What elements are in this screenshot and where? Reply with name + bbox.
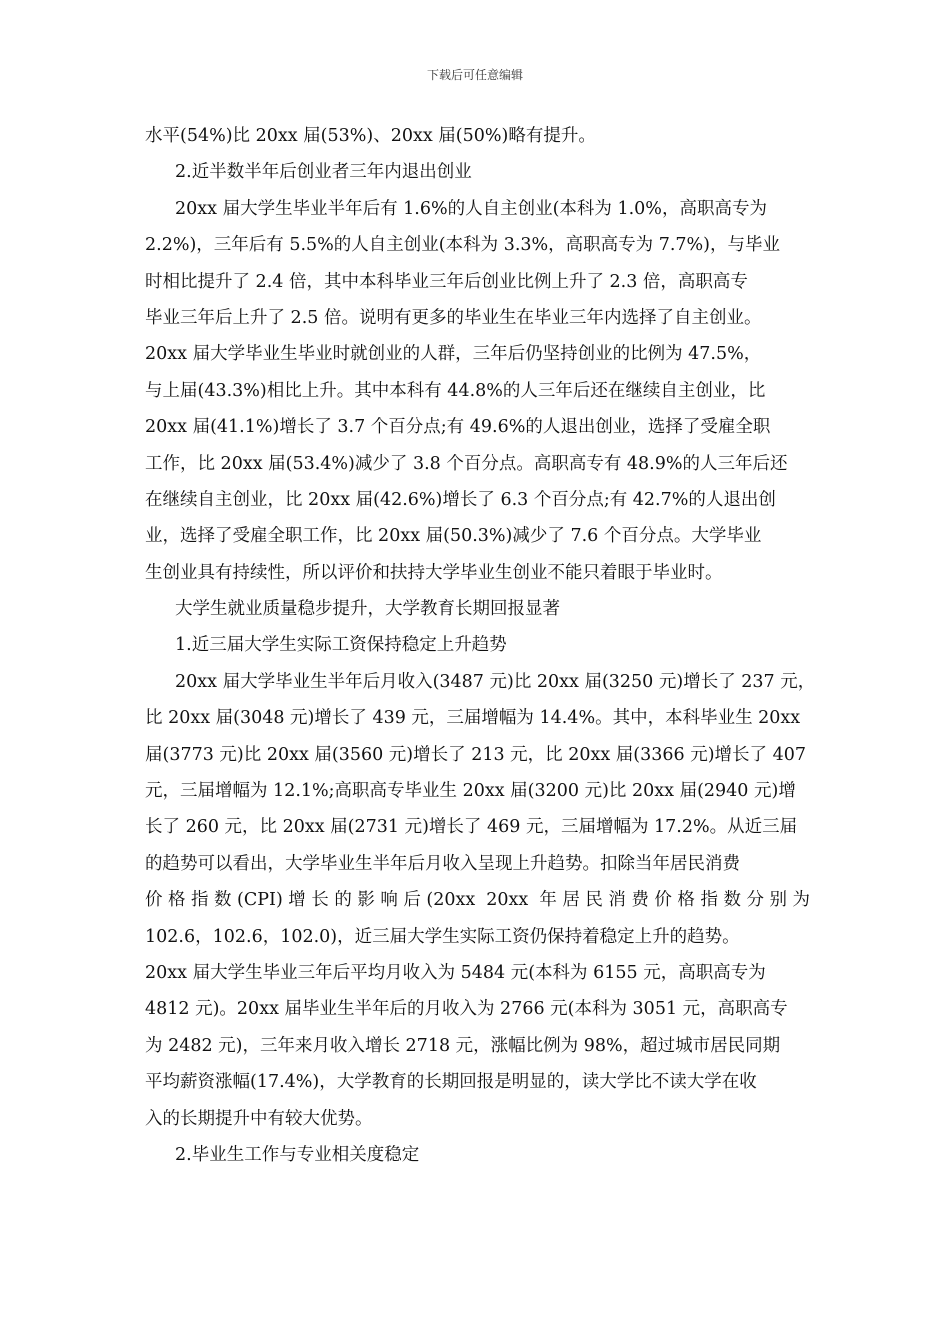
- text-line: 在继续自主创业，比 20xx 届(42.6%)增长了 6.3 个百分点;有 42.7%的人退出创: [145, 489, 776, 510]
- text-line: 102.6，102.6，102.0)，近三届大学生实际工资仍保持着稳定上升的趋势。: [145, 926, 740, 947]
- document-body: [145, 118, 816, 1173]
- text-line: 工作，比 20xx 届(53.4%)减少了 3.8 个百分点。高职高专有 48.9%的人三年后还: [145, 453, 788, 474]
- text-line: 为 2482 元)，三年来月收入增长 2718 元，涨幅比例为 98%，超过城市居民同期: [145, 1035, 781, 1056]
- text-line: 入的长期提升中有较大优势。: [145, 1108, 373, 1129]
- text-line: 价格指数(CPI)增长的影响后(20xx 20xx 年居民消费价格指数分别为: [145, 890, 810, 911]
- text-line: 1.近三届大学生实际工资保持稳定上升趋势: [175, 635, 507, 656]
- text-line: 大学生就业质量稳步提升，大学教育长期回报显著: [175, 599, 560, 620]
- text-line: 比 20xx 届(3048 元)增长了 439 元，三届增幅为 14.4%。其中，本科毕业生 20xx: [145, 708, 801, 729]
- text-line: 生创业具有持续性，所以评价和扶持大学毕业生创业不能只着眼于毕业时。: [145, 562, 723, 583]
- text-line: 水平(54%)比 20xx 届(53%)、20xx 届(50%)略有提升。: [145, 126, 596, 146]
- text-line: 时相比提升了 2.4 倍，其中本科毕业三年后创业比例上升了 2.3 倍，高职高专: [145, 271, 748, 292]
- text-line: 20xx 届大学生毕业三年后平均月收入为 5484 元(本科为 6155 元，高职高专为: [145, 962, 766, 983]
- page-header: 下载后可任意编辑: [426, 68, 523, 82]
- text-line: 与上届(43.3%)相比上升。其中本科有 44.8%的人三年后还在继续自主创业，比: [145, 380, 766, 401]
- text-line: 毕业三年后上升了 2.5 倍。说明有更多的毕业生在毕业三年内选择了自主创业。: [145, 307, 762, 328]
- text-line: 业，选择了受雇全职工作，比 20xx 届(50.3%)减少了 7.6 个百分点。大学毕业: [145, 526, 762, 547]
- text-line: 20xx 届(41.1%)增长了 3.7 个百分点;有 49.6%的人退出创业，选择了受雇全职: [145, 417, 771, 438]
- text-line: 届(3773 元)比 20xx 届(3560 元)增长了 213 元，比 20xx 届(3366 元)增长了 407: [145, 744, 807, 765]
- text-line: 4812 元)。20xx 届毕业生半年后的月收入为 2766 元(本科为 3051 元，高职高专: [145, 999, 788, 1020]
- text-line: 20xx 届大学毕业生半年后月收入(3487 元)比 20xx 届(3250 元)增长了 237 元，: [175, 671, 816, 692]
- text-line: 元，三届增幅为 12.1%;高职高专毕业生 20xx 届(3200 元)比 20xx 届(2940 元)增: [145, 781, 796, 802]
- text-line: 20xx 届大学毕业生毕业时就创业的人群，三年后仍坚持创业的比例为 47.5%，: [145, 344, 762, 365]
- text-line: 2.毕业生工作与专业相关度稳定: [175, 1144, 420, 1165]
- text-line: 长了 260 元，比 20xx 届(2731 元)增长了 469 元，三届增幅为 17.2%。从近三届: [145, 817, 798, 838]
- text-line: 的趋势可以看出，大学毕业生半年后月收入呈现上升趋势。扣除当年居民消费: [145, 853, 740, 874]
- text-line: 20xx 届大学生毕业半年后有 1.6%的人自主创业(本科为 1.0%，高职高专为: [175, 198, 767, 219]
- text-line: 2.2%)，三年后有 5.5%的人自主创业(本科为 3.3%，高职高专为 7.7%)，与毕业: [145, 235, 781, 256]
- text-line: 2.近半数半年后创业者三年内退出创业: [175, 162, 472, 183]
- text-line: 平均薪资涨幅(17.4%)，大学教育的长期回报是明显的，读大学比不读大学在收: [145, 1072, 757, 1093]
